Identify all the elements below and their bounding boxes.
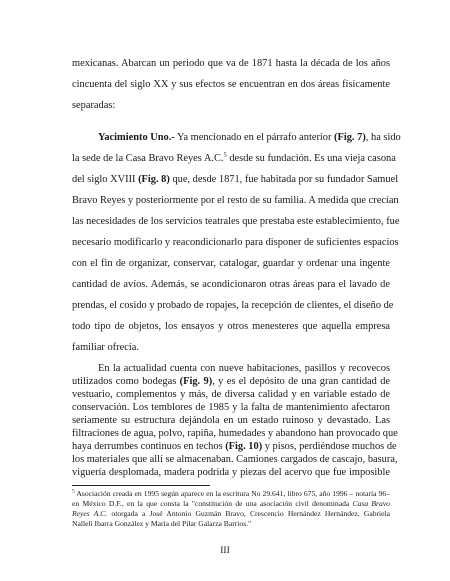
- yacimiento-line: con el fin de organizar, conservar, catalogar, guardar y ordenar una ingente: [72, 258, 390, 269]
- yacimiento-line: cantidad de avíos. Además, se acondicionaron otras áreas para el lavado de: [72, 279, 390, 290]
- text-span: , y es el depósito de una gran cantidad de: [212, 376, 391, 387]
- footnote-separator: [72, 485, 210, 486]
- actualidad-line: los materiales que allí se almacenaban. Camiones cargados de cascajo, basura,: [72, 454, 398, 465]
- text-span: Asociación creada en 1995 según aparece en la escritura No 29.641, libro 675, año 1996 – notaría 96–: [74, 489, 390, 498]
- actualidad-line: [72, 440, 397, 453]
- fig-ref: (Fig. 9): [179, 376, 213, 387]
- yacimiento-line: [72, 151, 396, 165]
- actualidad-line: viguería desplomada, madera podrida y piezas del acervo que fue imposible: [72, 467, 390, 478]
- actualidad-line: seriamente su estructura dejándola en un estado ruinoso y devastado. Las: [72, 415, 390, 426]
- intro-line: separadas:: [72, 100, 116, 111]
- text-span: haya derrumbes continuos en techos: [72, 441, 226, 452]
- italic-span: Reyes A.C.: [72, 509, 108, 518]
- intro-line: cincuenta del siglo XX y sus efectos se encuentran en dos áreas físicamente: [72, 79, 390, 90]
- text-span: del siglo XVIII: [72, 174, 139, 185]
- yacimiento-line: [72, 173, 399, 186]
- yacimiento-line: Bravo Reyes y posteriormente por el resto de su familia. A medida que crecían: [72, 195, 399, 206]
- actualidad-line: En la actualidad cuenta con nueve habitaciones, pasillos y recovecos: [98, 363, 390, 374]
- text-span: que, desde 1871, fue habitada por su fundador Samuel: [169, 174, 399, 185]
- actualidad-line: conservación. Los temblores de 1985 y la falta de mantenimiento afectaron: [72, 402, 390, 413]
- yacimiento-heading: Yacimiento Uno.-: [98, 132, 175, 143]
- yacimiento-line: todo tipo de objetos, los ensayos y otros menesteres que aquella empresa: [72, 321, 390, 332]
- fig-ref: (Fig. 7): [334, 132, 366, 143]
- actualidad-line: filtraciones de agua, polvo, rapiña, humedades y abandono han provocado que: [72, 428, 398, 439]
- text-span: , ha sido: [365, 132, 401, 143]
- text-span: utilizados como bodegas: [72, 376, 180, 387]
- intro-line: mexicanas. Abarcan un periodo que va de 1871 hasta la década de los años: [72, 58, 390, 69]
- text-span: y pisos, perdiéndose muchos de: [262, 441, 397, 452]
- footnote-marker: 5: [72, 488, 75, 495]
- footnote-line: [72, 509, 390, 519]
- footnote-line: Nalleli Ibarra González y María del Pilar Galarza Barrios.": [72, 519, 252, 528]
- actualidad-line: vestuario, complementos y más, de diversa calidad y en variable estado de: [72, 389, 390, 400]
- actualidad-line: [72, 375, 390, 388]
- yacimiento-line: [98, 131, 401, 144]
- yacimiento-line: familiar ofrecía.: [72, 342, 139, 353]
- text-span: Ya mencionado en el párrafo anterior: [174, 132, 335, 143]
- text-span: en México D.F., en la que consta la "constitución de una asociación civil denominada: [72, 499, 353, 508]
- yacimiento-line: necesario modificarlo y reacondicionarlo para disponer de suficientes espacios: [72, 237, 399, 248]
- text-span: otorgada a José Antonio Guzmán Bravo, Crescencio Hernández Hernández, Gabriela: [107, 509, 391, 518]
- footnote-ref: 5: [223, 151, 227, 159]
- fig-ref: (Fig. 8): [138, 174, 170, 185]
- fig-ref: (Fig. 10): [225, 441, 263, 452]
- yacimiento-line: las necesidades de los servicios teatrales que prestaba este establecimiento, fue: [72, 216, 400, 227]
- page-number: III: [220, 546, 230, 556]
- text-span: desde su fundación. Es una vieja casona: [226, 153, 396, 164]
- text-span: la sede de la Casa Bravo Reyes A.C.: [72, 153, 224, 164]
- italic-span: Casa Bravo: [352, 499, 390, 508]
- footnote-line: [72, 489, 390, 499]
- footnote-line: [72, 499, 390, 509]
- yacimiento-line: prendas, el cosido y probado de ropajes, la recepción de clientes, el diseño de: [72, 300, 394, 311]
